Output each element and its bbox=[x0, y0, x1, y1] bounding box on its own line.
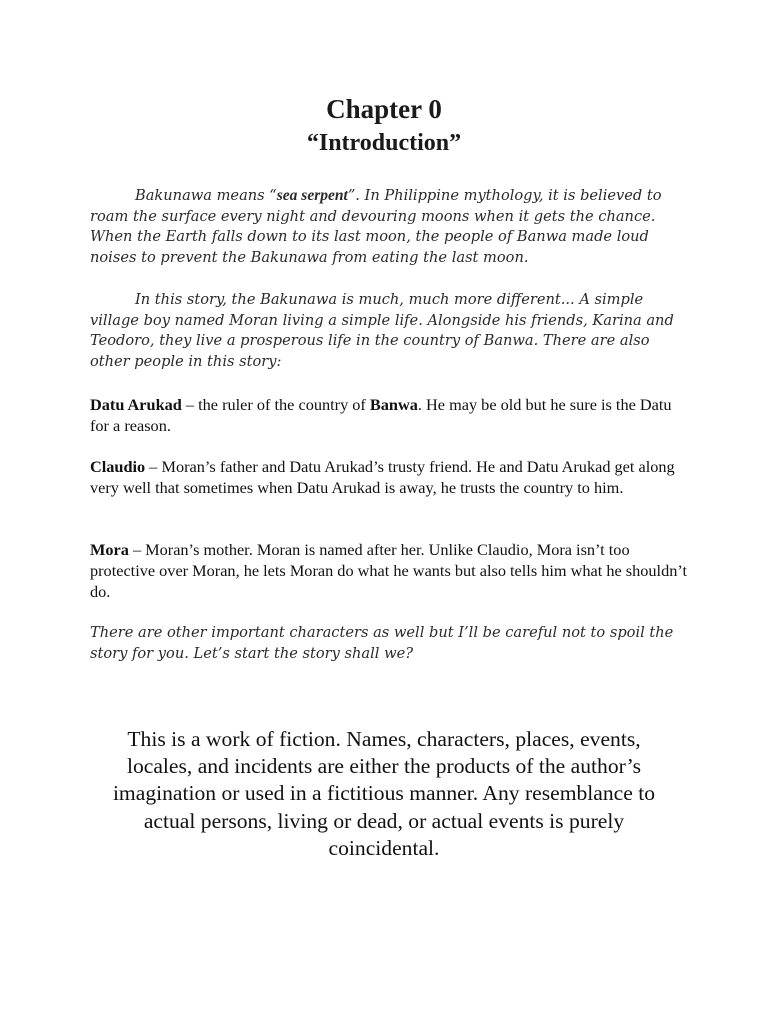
intro-paragraph-1 bbox=[90, 186, 690, 269]
character-name-datu: Datu Arukad bbox=[90, 395, 182, 414]
chapter-title: Chapter 0 bbox=[326, 94, 442, 124]
character-datu-arukad bbox=[90, 395, 690, 437]
intro-p1-after: ”. In Philippine mythology, it is believed to roam the surface every night and devouring moons when it gets the chance. When the Earth falls down to its last moon, the people of Banwa made loud noises to prevent the Bakunawa from eating the last moon. bbox=[90, 187, 662, 267]
character-desc-mora: – Moran’s mother. Moran is named after her. Unlike Claudio, Mora isn’t too protective over Moran, he lets Moran do what he wants but also tells him what he shouldn’t do. bbox=[90, 540, 688, 601]
subtitle-text: Introduction bbox=[318, 130, 450, 156]
character-mora bbox=[90, 540, 690, 602]
character-claudio bbox=[90, 457, 690, 499]
character-name-mora: Mora bbox=[90, 540, 129, 559]
close-quote: ” bbox=[449, 130, 462, 156]
character-name-claudio: Claudio bbox=[90, 457, 146, 476]
country-name-banwa: Banwa bbox=[369, 395, 418, 414]
closing-paragraph: There are other important characters as well but I’ll be careful not to spoil the story for you. Let’s start the story shall we? bbox=[90, 624, 674, 662]
intro-p1-before: Bakunawa means “ bbox=[135, 187, 277, 204]
fiction-disclaimer: This is a work of fiction. Names, characters, places, events, locales, and incidents are either the products of the author’s imagination or used in a fictitious manner. Any resemblance to actual persons, living or dead, or actual events is purely coincidental. bbox=[112, 727, 656, 860]
intro-paragraph-2: In this story, the Bakunawa is much, much more different... A simple village boy named Moran living a simple life. Alongside his friends, Karina and Teodoro, they live a prosperous life in the country of Banwa. There are also other people in this story: bbox=[90, 291, 674, 371]
chapter-subtitle bbox=[0, 127, 768, 159]
character-desc-datu-2: . He may be old but he sure is the Datu for a reason. bbox=[90, 395, 672, 435]
character-desc-datu-1: – the ruler of the country of bbox=[181, 395, 370, 414]
open-quote: “ bbox=[306, 130, 319, 156]
intro-p1-bold: sea serpent bbox=[276, 187, 348, 204]
character-desc-claudio: – Moran’s father and Datu Arukad’s trusty friend. He and Datu Arukad get along very well that sometimes when Datu Arukad is away, he trusts the country to him. bbox=[90, 457, 675, 497]
